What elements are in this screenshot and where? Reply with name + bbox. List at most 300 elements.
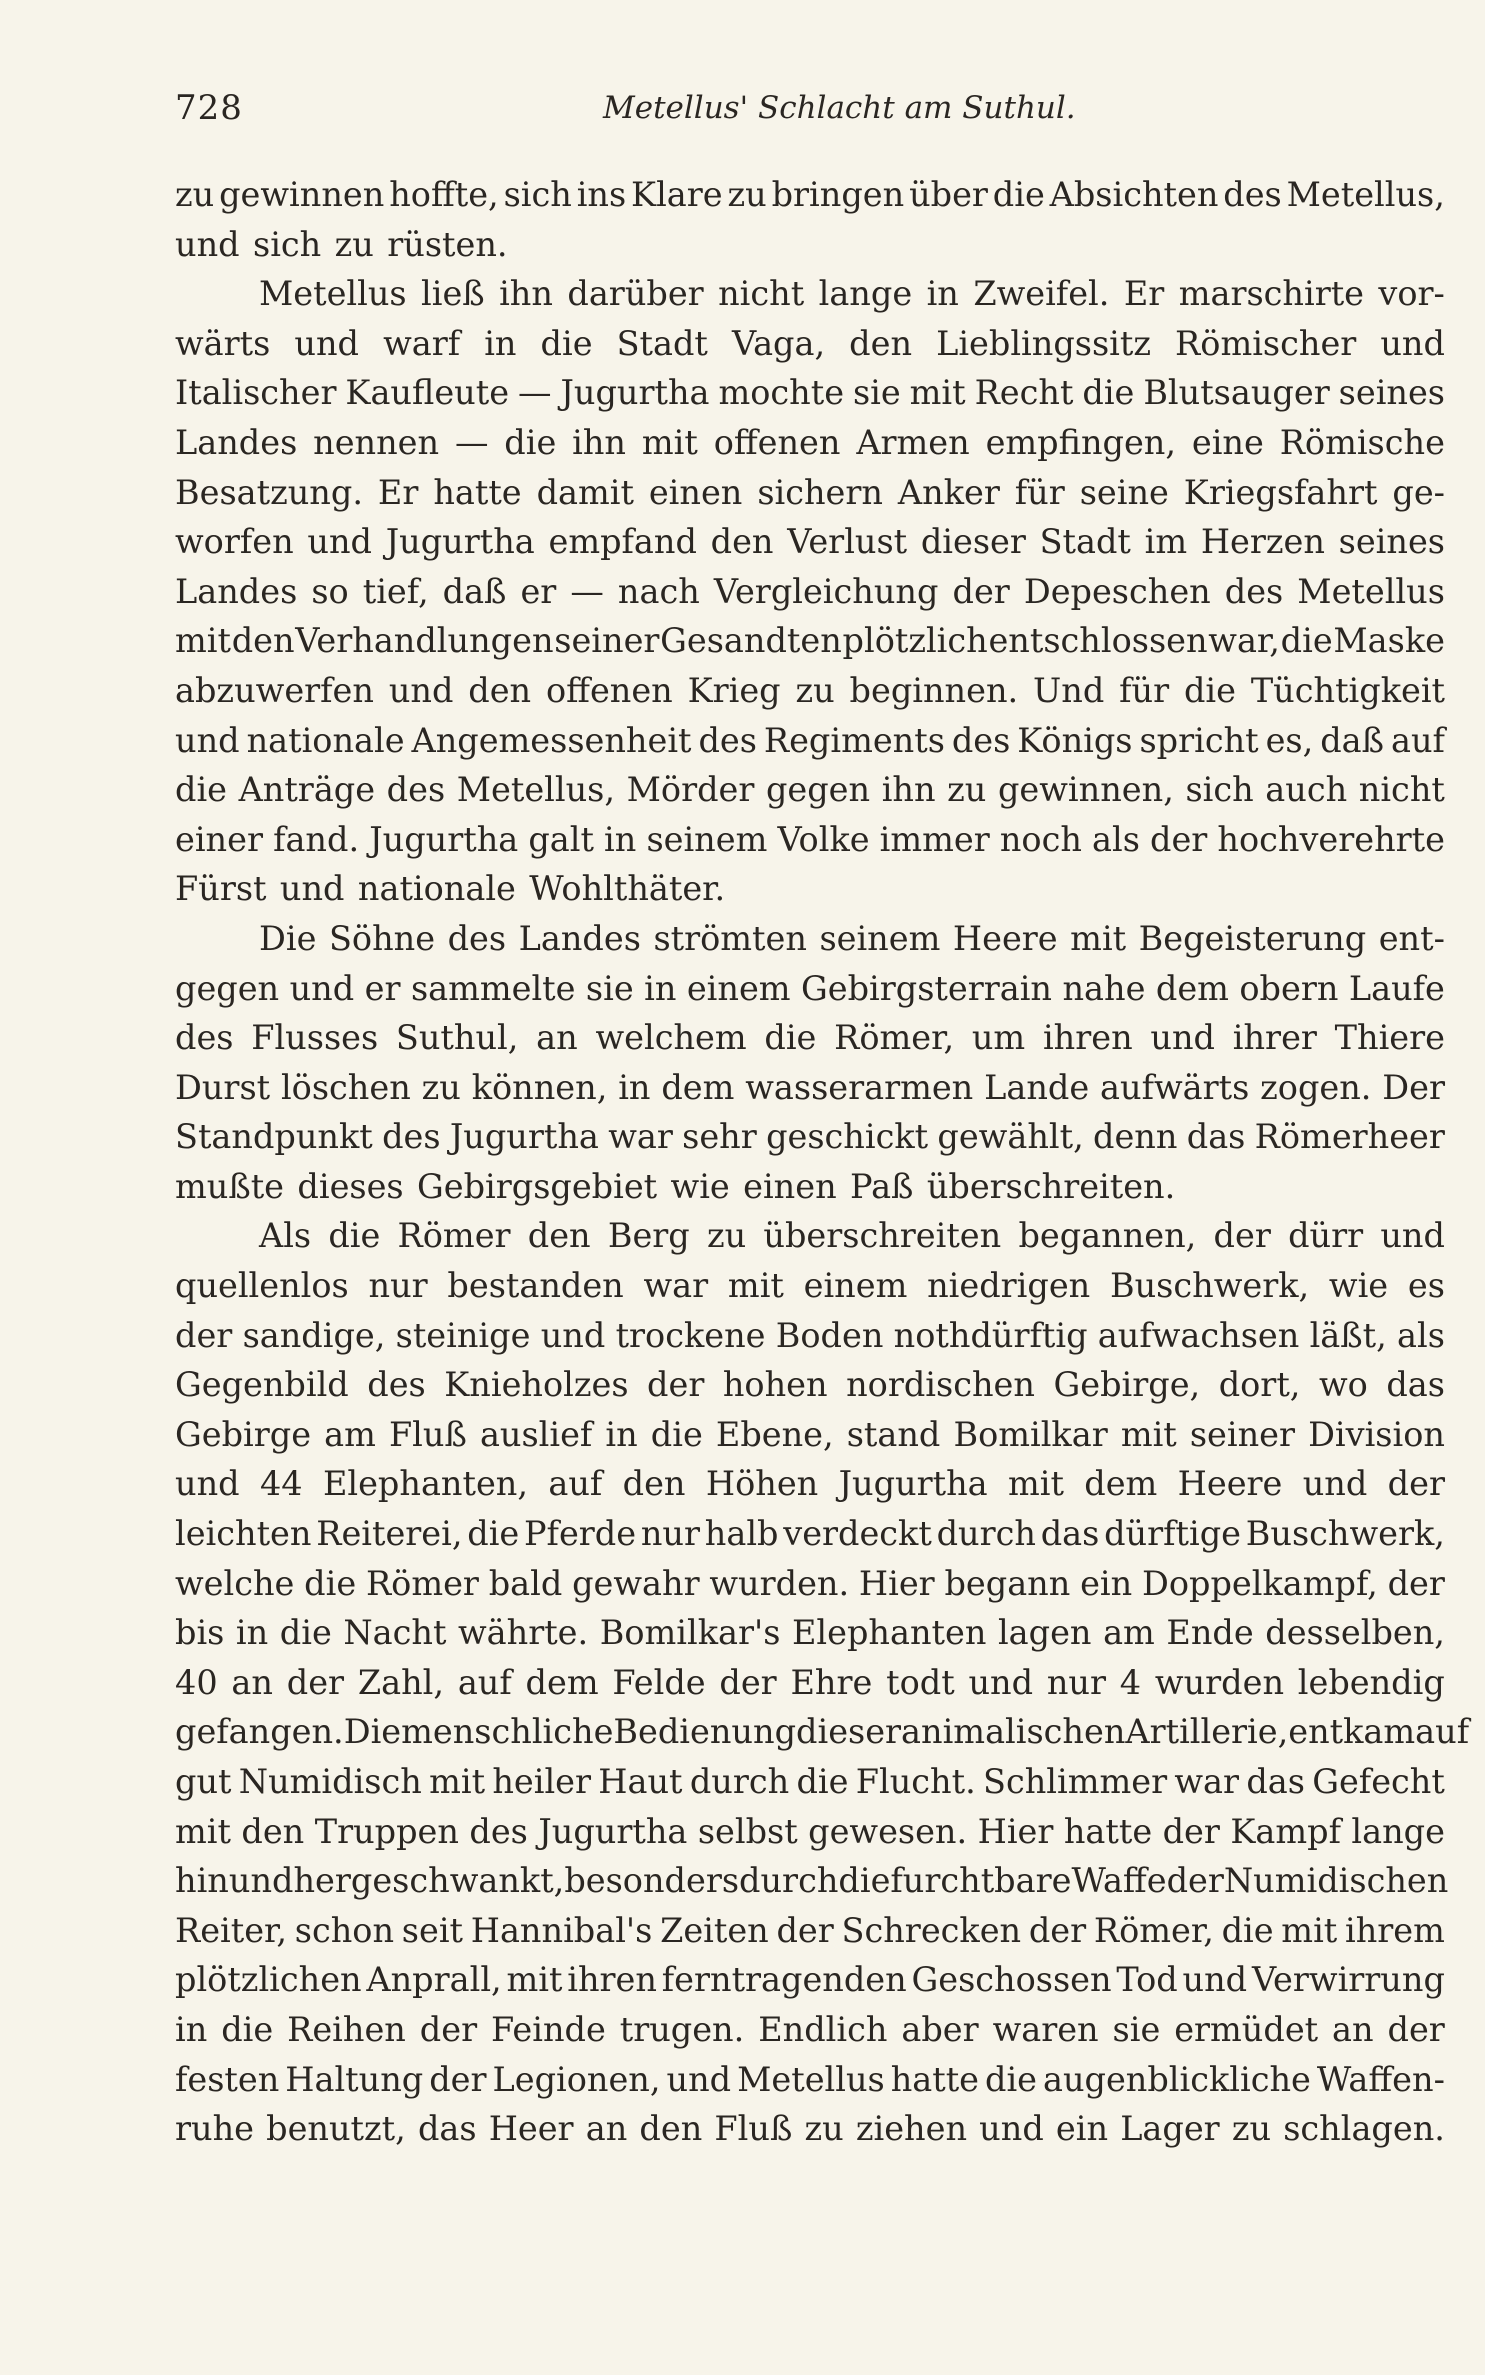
word: daß bbox=[442, 571, 507, 611]
word: mit bbox=[909, 373, 966, 413]
word: sie bbox=[852, 373, 901, 413]
word: der bbox=[1387, 1464, 1445, 1504]
word: Recht bbox=[974, 373, 1074, 413]
word: die bbox=[1280, 621, 1333, 661]
word: verdeckt bbox=[783, 1514, 932, 1554]
word: Maske bbox=[1333, 621, 1445, 661]
word: mit bbox=[175, 1811, 231, 1851]
text-line bbox=[175, 418, 1445, 468]
word: Geschossen bbox=[911, 1960, 1112, 2000]
word: den bbox=[622, 1464, 686, 1504]
word: Numidischen bbox=[1223, 1861, 1449, 1901]
word: des bbox=[382, 1117, 441, 1157]
word: Truppen bbox=[314, 1811, 459, 1851]
word: Nacht bbox=[343, 1613, 447, 1653]
word: war bbox=[643, 1266, 709, 1306]
word: nicht bbox=[1358, 770, 1445, 810]
word: den bbox=[468, 670, 532, 710]
word: sandige, bbox=[242, 1315, 386, 1355]
word: spricht bbox=[1139, 720, 1259, 760]
text-line bbox=[175, 1608, 1445, 1658]
word: dort, bbox=[1218, 1365, 1301, 1405]
text-line bbox=[175, 319, 1445, 369]
word: auf bbox=[457, 1662, 512, 1702]
word: Gegenbild bbox=[175, 1365, 349, 1405]
word: an bbox=[536, 1018, 578, 1058]
word: Artillerie, bbox=[1125, 1712, 1289, 1752]
word: mochte bbox=[718, 373, 845, 413]
word: Römer, bbox=[1093, 1910, 1214, 1950]
word: empfingen, bbox=[985, 422, 1177, 462]
text-line bbox=[175, 1360, 1445, 1410]
word: Numidisch bbox=[238, 1762, 422, 1801]
word: bestanden bbox=[447, 1266, 624, 1306]
word: am bbox=[1103, 1613, 1155, 1653]
word: 40 bbox=[175, 1662, 218, 1702]
word: nationale bbox=[357, 869, 516, 909]
word: den bbox=[527, 1216, 591, 1256]
text-line bbox=[175, 517, 1445, 567]
word: Fluß bbox=[388, 1414, 467, 1454]
text-line bbox=[175, 1658, 1445, 1708]
word: vor- bbox=[1378, 274, 1445, 314]
word: eine bbox=[1191, 422, 1264, 462]
word: der bbox=[429, 2059, 487, 2099]
word: sich bbox=[1185, 770, 1254, 810]
word: der bbox=[175, 1315, 233, 1355]
text-line bbox=[175, 2104, 1445, 2154]
word: die bbox=[838, 1861, 891, 1901]
word: benutzt, bbox=[266, 2109, 406, 2149]
word: nordischen bbox=[846, 1365, 1035, 1405]
word: des bbox=[447, 918, 507, 958]
word: Gesandten bbox=[660, 621, 842, 661]
word: das bbox=[417, 2109, 477, 2149]
word: in bbox=[605, 1414, 638, 1454]
word: Klare bbox=[631, 175, 723, 214]
word: Gebirge, bbox=[1053, 1365, 1201, 1405]
word: Verlust bbox=[787, 522, 908, 562]
word: die bbox=[992, 175, 1045, 214]
word: mit bbox=[1281, 1910, 1338, 1950]
word: um bbox=[971, 1018, 1026, 1058]
word: in bbox=[618, 1067, 651, 1107]
word: und bbox=[1380, 1216, 1445, 1256]
word: der bbox=[419, 2009, 478, 2049]
word: die bbox=[504, 422, 557, 462]
word: darüber bbox=[567, 274, 704, 314]
word: sichern bbox=[757, 472, 883, 512]
word: Paß bbox=[850, 1166, 914, 1206]
word: ruhe bbox=[175, 2109, 254, 2149]
word: Bomilkar bbox=[953, 1414, 1108, 1454]
word: Stadt bbox=[1039, 522, 1131, 562]
word: Landes bbox=[518, 918, 641, 958]
word: zu bbox=[421, 1067, 461, 1107]
word: nothdürftig bbox=[893, 1315, 1088, 1355]
word: marschirte bbox=[1178, 274, 1364, 314]
word: geschickt bbox=[766, 1117, 929, 1157]
word: der bbox=[1028, 1910, 1087, 1950]
word: niedrigen bbox=[927, 1266, 1091, 1306]
word: Waffen- bbox=[1316, 2059, 1445, 2099]
word: Römer bbox=[365, 1563, 479, 1603]
word: wie bbox=[1328, 1266, 1389, 1306]
text-line bbox=[175, 1459, 1445, 1509]
word: lange bbox=[818, 274, 913, 314]
word: worfen bbox=[175, 522, 294, 562]
word: Volke bbox=[777, 819, 870, 859]
word: Gebirgsgebiet bbox=[417, 1166, 658, 1206]
word: in bbox=[644, 968, 677, 1008]
word: in bbox=[484, 323, 517, 363]
text-line bbox=[175, 666, 1445, 716]
word: gegen bbox=[765, 770, 871, 810]
word: der bbox=[719, 1662, 777, 1702]
word: sammelte bbox=[410, 968, 576, 1008]
word: Wohlthäter. bbox=[529, 869, 726, 909]
text-line bbox=[175, 468, 1445, 518]
word: seines bbox=[1338, 522, 1445, 562]
word: und bbox=[294, 323, 359, 363]
word: gefangen. bbox=[175, 1712, 344, 1752]
word: nicht bbox=[718, 274, 805, 314]
running-head: Metellus' Schlacht am Suthul. bbox=[603, 90, 1076, 126]
word: Waffe bbox=[1071, 1861, 1167, 1901]
word: mit bbox=[175, 621, 231, 661]
word: ihren bbox=[1042, 1018, 1133, 1058]
word: Blutsauger bbox=[1143, 373, 1330, 413]
word: der bbox=[1162, 1811, 1220, 1851]
word: bald bbox=[488, 1563, 563, 1603]
word: der bbox=[776, 1910, 834, 1950]
word: zu bbox=[706, 1216, 747, 1256]
word: löschen bbox=[280, 1067, 411, 1107]
word: für bbox=[1014, 472, 1065, 512]
word: Königs bbox=[1017, 720, 1133, 760]
word: Zeiten bbox=[660, 1910, 769, 1950]
word: zu bbox=[175, 175, 215, 214]
word: Kriegsfahrt bbox=[1183, 472, 1378, 512]
word: dieser bbox=[796, 1712, 902, 1752]
word: die bbox=[796, 1762, 849, 1801]
word: welche bbox=[175, 1563, 295, 1603]
word: Fluß bbox=[714, 2109, 793, 2149]
word: ihn bbox=[499, 274, 553, 314]
word: Tüchtigkeit bbox=[1250, 670, 1445, 710]
word: Die bbox=[343, 1712, 402, 1752]
word: ziehen bbox=[855, 2109, 968, 2149]
word: die bbox=[467, 1514, 520, 1554]
word: offenen bbox=[545, 670, 673, 710]
word: dem bbox=[1155, 968, 1229, 1008]
word: entschlossen bbox=[988, 621, 1208, 661]
word: und bbox=[666, 2059, 732, 2099]
word: Tod bbox=[1116, 1960, 1178, 2000]
word: trugen. bbox=[619, 2009, 745, 2049]
word: bringen bbox=[771, 175, 905, 214]
word: Berg bbox=[607, 1216, 690, 1256]
word: dürftige bbox=[1104, 1514, 1241, 1554]
word: die bbox=[221, 2009, 274, 2049]
text-line bbox=[175, 616, 1445, 666]
word: und bbox=[968, 1662, 1034, 1702]
word: Hannibal's bbox=[470, 1910, 653, 1950]
word: und bbox=[175, 224, 240, 264]
word: Gebirge bbox=[175, 1414, 312, 1454]
word: mit bbox=[1070, 918, 1127, 958]
word: auf bbox=[1390, 720, 1445, 760]
word: Der bbox=[1382, 1067, 1445, 1107]
word: Ebene, bbox=[715, 1414, 834, 1454]
word: Metellus, bbox=[456, 770, 615, 810]
word: Flusses bbox=[251, 1018, 379, 1058]
word: desselben, bbox=[1265, 1613, 1445, 1653]
word: Ende bbox=[1166, 1613, 1254, 1653]
word: mußte bbox=[175, 1166, 285, 1206]
word: einen bbox=[743, 1166, 837, 1206]
word: Landes bbox=[175, 571, 298, 611]
word: stand bbox=[846, 1414, 941, 1454]
word: der bbox=[1166, 1861, 1224, 1901]
word: und bbox=[1150, 1018, 1216, 1058]
word: — bbox=[454, 422, 489, 462]
word: des bbox=[951, 720, 1011, 760]
text-line bbox=[175, 964, 1445, 1014]
text-line bbox=[175, 1757, 1445, 1807]
word: Heer bbox=[488, 2109, 574, 2149]
word: sich bbox=[503, 175, 572, 214]
word: Fürst bbox=[175, 869, 267, 909]
text-line bbox=[175, 567, 1445, 617]
word: Verhandlungen bbox=[295, 621, 554, 661]
word: Besatzung. bbox=[175, 472, 363, 512]
word: der bbox=[1387, 2009, 1445, 2049]
word: zu bbox=[1231, 2109, 1272, 2149]
word: Reiterei, bbox=[316, 1514, 463, 1554]
word: hergeschwankt, bbox=[293, 1861, 565, 1901]
word: Metellus bbox=[259, 274, 407, 314]
word: ihn bbox=[881, 770, 936, 810]
word: nach bbox=[617, 571, 700, 611]
word: seit bbox=[401, 1910, 463, 1950]
word: Knieholzes bbox=[444, 1365, 629, 1405]
word: Zahl, bbox=[357, 1662, 445, 1702]
word: besonders bbox=[564, 1861, 740, 1901]
word: lebendig bbox=[1297, 1662, 1445, 1702]
word: beginnen. bbox=[849, 670, 1019, 710]
word: und bbox=[307, 522, 372, 562]
word: des bbox=[469, 1811, 528, 1851]
word: Hier bbox=[858, 1563, 935, 1603]
word: welchem bbox=[595, 1018, 747, 1058]
word: Felde bbox=[612, 1662, 706, 1702]
word: in bbox=[175, 2009, 208, 2049]
word: Höhen bbox=[705, 1464, 819, 1504]
word: Die bbox=[259, 918, 317, 958]
word: wasserarmen bbox=[745, 1067, 974, 1107]
word: und bbox=[979, 2109, 1044, 2149]
word: warf bbox=[383, 323, 461, 363]
word: immer bbox=[879, 819, 990, 859]
text-line bbox=[175, 914, 1445, 964]
word: an bbox=[231, 1662, 273, 1702]
word: des bbox=[367, 1365, 426, 1405]
word: Metellus, bbox=[1286, 175, 1445, 214]
body-text bbox=[175, 170, 1470, 2154]
word: war bbox=[1174, 1762, 1240, 1801]
word: Söhne bbox=[328, 918, 436, 958]
word: todt bbox=[886, 1662, 955, 1702]
word: dem bbox=[525, 1662, 599, 1702]
word: Begeisterung bbox=[1138, 918, 1367, 958]
word: Doppelkampf, bbox=[1142, 1563, 1378, 1603]
word: am bbox=[324, 1414, 376, 1454]
word: offenen bbox=[713, 422, 841, 462]
word: wie bbox=[670, 1166, 730, 1206]
word: Feinde bbox=[491, 2009, 606, 2049]
word: die bbox=[304, 1563, 357, 1603]
word: den bbox=[710, 522, 774, 562]
word: schon bbox=[294, 1910, 395, 1950]
word: nur bbox=[640, 1514, 701, 1554]
word: seinem bbox=[646, 819, 768, 859]
word: dürr bbox=[1288, 1216, 1364, 1256]
word: ent- bbox=[1378, 918, 1445, 958]
word: die bbox=[985, 2059, 1037, 2099]
page-number: 728 bbox=[175, 88, 243, 128]
word: Laufe bbox=[1348, 968, 1445, 1008]
word: animalischen bbox=[901, 1712, 1126, 1752]
word: gewesen. bbox=[808, 1811, 968, 1851]
word: Jugurtha bbox=[369, 819, 519, 859]
word: läßt, bbox=[1309, 1315, 1387, 1355]
word: und bbox=[175, 720, 240, 760]
word: er bbox=[520, 571, 557, 611]
word: Depeschen bbox=[1023, 571, 1211, 611]
word: der bbox=[952, 571, 1010, 611]
word: Armen bbox=[856, 422, 970, 462]
word: begannen, bbox=[1018, 1216, 1197, 1256]
word: Bedienung bbox=[613, 1712, 797, 1752]
word: seinem bbox=[819, 918, 941, 958]
word: Regiments bbox=[763, 720, 945, 760]
word: im bbox=[1144, 522, 1188, 562]
word: fand. bbox=[273, 819, 360, 859]
word: auch bbox=[1265, 770, 1348, 810]
word: der bbox=[1213, 1216, 1271, 1256]
word: Verwirrung bbox=[1251, 1960, 1445, 2000]
word: Lande bbox=[984, 1067, 1090, 1107]
word: Mörder bbox=[626, 770, 755, 810]
word: hin bbox=[175, 1861, 229, 1901]
word: Anker bbox=[897, 472, 1000, 512]
word: einer bbox=[175, 819, 263, 859]
word: empfand bbox=[548, 522, 697, 562]
text-line bbox=[175, 1261, 1445, 1311]
word: des bbox=[698, 720, 757, 760]
word: selbst bbox=[697, 1811, 798, 1851]
word: Jugurtha bbox=[449, 1117, 599, 1157]
word: durch bbox=[739, 1861, 839, 1901]
text-line bbox=[175, 815, 1445, 865]
text-line bbox=[175, 1906, 1445, 1956]
word: nationale bbox=[246, 720, 405, 760]
word: rüsten. bbox=[387, 224, 508, 264]
text-line bbox=[175, 220, 1445, 270]
word: des bbox=[1223, 175, 1282, 214]
word: furchtbare bbox=[890, 1861, 1072, 1901]
word: seiner bbox=[1189, 1414, 1295, 1454]
word: — bbox=[570, 571, 604, 611]
word: hochverehrte bbox=[1217, 819, 1445, 859]
word: Haut bbox=[598, 1762, 683, 1801]
word: zu bbox=[804, 2109, 844, 2149]
word: des bbox=[386, 770, 446, 810]
word: der bbox=[286, 1662, 345, 1702]
word: aber bbox=[901, 2009, 979, 2049]
word: trockene bbox=[615, 1315, 766, 1355]
word: als bbox=[1092, 819, 1140, 859]
word: einem bbox=[803, 1266, 908, 1306]
word: Italischer bbox=[175, 373, 337, 413]
word: sich bbox=[253, 224, 322, 264]
word: Metellus bbox=[1297, 571, 1445, 611]
word: die bbox=[1183, 670, 1236, 710]
word: sehr bbox=[682, 1117, 757, 1157]
word: ein bbox=[1080, 1563, 1133, 1603]
word: Römerheer bbox=[1254, 1117, 1445, 1157]
word: und bbox=[540, 1315, 606, 1355]
word: den bbox=[849, 323, 913, 363]
text-line bbox=[175, 1559, 1445, 1609]
word: mit bbox=[727, 1266, 784, 1306]
word: das bbox=[1186, 1117, 1246, 1157]
word: Angemessenheit bbox=[411, 720, 692, 760]
word: dieser bbox=[920, 522, 1026, 562]
word: war, bbox=[1208, 621, 1280, 661]
word: Heere bbox=[952, 918, 1058, 958]
word: lagen bbox=[997, 1613, 1092, 1653]
word: ferntragenden bbox=[661, 1960, 907, 2000]
word: Kaufleute bbox=[345, 373, 510, 413]
word: heiler bbox=[492, 1762, 592, 1801]
word: überschreiten bbox=[763, 1216, 1002, 1256]
text-line bbox=[175, 716, 1445, 766]
word: Absichten bbox=[1049, 175, 1219, 214]
word: Schrecken bbox=[841, 1910, 1022, 1950]
word: Gefecht bbox=[1312, 1762, 1445, 1801]
word: Thiere bbox=[1334, 1018, 1445, 1058]
word: 44 bbox=[259, 1464, 303, 1504]
word: und bbox=[175, 1464, 240, 1504]
text-line bbox=[175, 1509, 1445, 1559]
word: zu bbox=[727, 175, 767, 214]
word: 4 bbox=[1119, 1662, 1142, 1702]
word: zogen. bbox=[1260, 1067, 1372, 1107]
word: so bbox=[311, 571, 349, 611]
word: sie bbox=[1112, 2009, 1161, 2049]
word: tief, bbox=[362, 571, 429, 611]
text-line bbox=[175, 1063, 1445, 1113]
word: quellenlos bbox=[175, 1266, 349, 1306]
word: schlagen. bbox=[1283, 2109, 1445, 2149]
word: daß bbox=[1320, 720, 1385, 760]
word: über bbox=[909, 175, 988, 214]
word: die bbox=[279, 1613, 332, 1653]
word: wurden bbox=[1154, 1662, 1285, 1702]
word: halb bbox=[704, 1514, 779, 1554]
